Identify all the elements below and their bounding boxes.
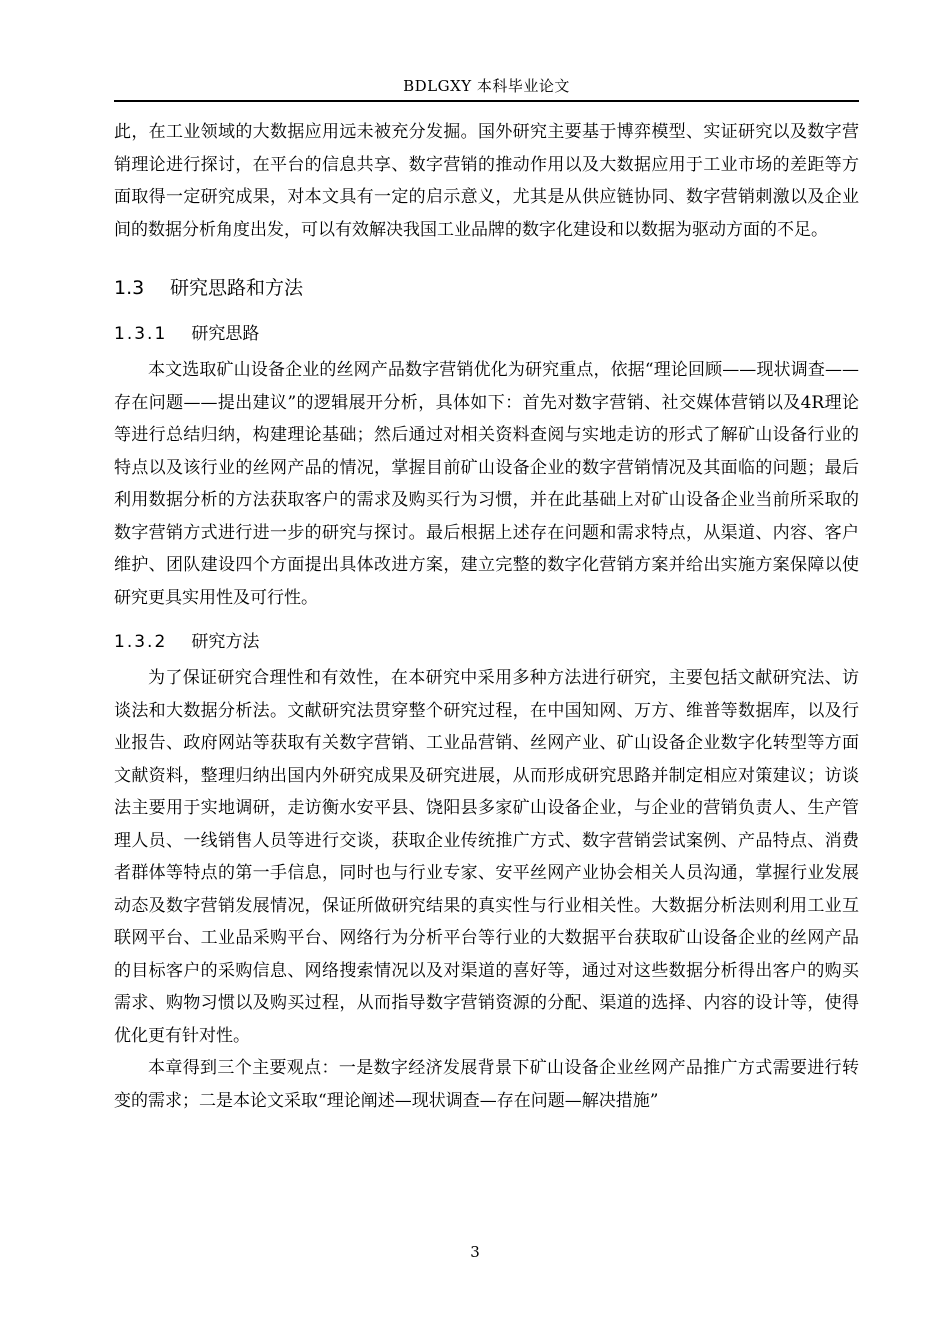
header-divider — [114, 100, 859, 102]
page-body — [114, 116, 859, 1117]
chapter-summary-paragraph: 本章得到三个主要观点：一是数字经济发展背景下矿山设备企业丝网产品推广方式需要进行转变的需求；二是本论文采取“理论阐述—现状调查—存在问题—解决措施” — [114, 1058, 859, 1111]
subsection-number-1: 1.3.1 — [114, 324, 168, 344]
section-heading — [114, 270, 859, 306]
subsection-title-1: 研究思路 — [191, 324, 260, 344]
research-methods-paragraph: 为了保证研究合理性和有效性，在本研究中采用多种方法进行研究，主要包括文献研究法、访谈法和大数据分析法。文献研究法贯穿整个研究过程，在中国知网、万方、维普等数据库，以及行业报告、政府网站等获取有关数字营销、工业品营销、丝网产业、矿山设备企业数字化转型等方面文献资料，整理归纳出国内外研究成果及研究进展，从而形成研究思路并制定相应对策建议；访谈法主要用于实地调研，走访衡水安平县、饶阳县多家矿山设备企业，与企业的营销负责人、生产管理人员、一线销售人员等进行交谈，获取企业传统推广方式、数字营销尝试案例、产品特点、消费者群体等特点的第一手信息，同时也与行业专家、安平丝网产业协会相关人员沟通，掌握行业发展动态及数字营销发展情况，保证所做研究结果的真实性与行业相关性。大数据分析法则利用工业互联网平台、工业品采购平台、网络行为分析平台等行业的大数据平台获取矿山设备企业的丝网产品的目标客户的采购信息、网络搜索情况以及对渠道的喜好等，通过对这些数据分析得出客户的购买需求、购物习惯以及购买过程，从而指导数字营销资源的分配、渠道的选择、内容的设计等，使得优化更有针对性。 — [114, 668, 859, 1046]
intro-paragraph: 此，在工业领域的大数据应用远未被充分发掘。国外研究主要基于博弈模型、实证研究以及数字营销理论进行探讨，在平台的信息共享、数字营销的推动作用以及大数据应用于工业市场的差距等方面取得一定研究成果，对本文具有一定的启示意义，尤其是从供应链协同、数字营销刺激以及企业间的数据分析角度出发，可以有效解决我国工业品牌的数字化建设和以数据为驱动方面的不足。 — [114, 122, 859, 240]
page-number: 3 — [470, 1243, 480, 1261]
section-number: 1.3 — [114, 277, 145, 299]
subsection-number-2: 1.3.2 — [114, 632, 168, 652]
subsection-heading-1 — [114, 318, 859, 350]
research-approach-paragraph: 本文选取矿山设备企业的丝网产品数字营销优化为研究重点，依据“理论回顾——现状调查——存在问题——提出建议”的逻辑展开分析，具体如下：首先对数字营销、社交媒体营销以及4R理论等进行总结归纳，构建理论基础；然后通过对相关资料查阅与实地走访的形式了解矿山设备行业的特点以及该行业的丝网产品的情况，掌握目前矿山设备企业的数字营销情况及其面临的问题；最后利用数据分析的方法获取客户的需求及购买行为习惯，并在此基础上对矿山设备企业当前所采取的数字营销方式进行进一步的研究与探讨。最后根据上述存在问题和需求特点，从渠道、内容、客户维护、团队建设四个方面提出具体改进方案，建立完整的数字化营销方案并给出实施方案保障以使研究更具实用性及可行性。 — [114, 360, 859, 608]
running-header: BDLGXY 本科毕业论文 — [403, 77, 570, 95]
section-title: 研究思路和方法 — [170, 277, 304, 299]
subsection-heading-2 — [114, 626, 859, 658]
subsection-title-2: 研究方法 — [191, 632, 260, 652]
